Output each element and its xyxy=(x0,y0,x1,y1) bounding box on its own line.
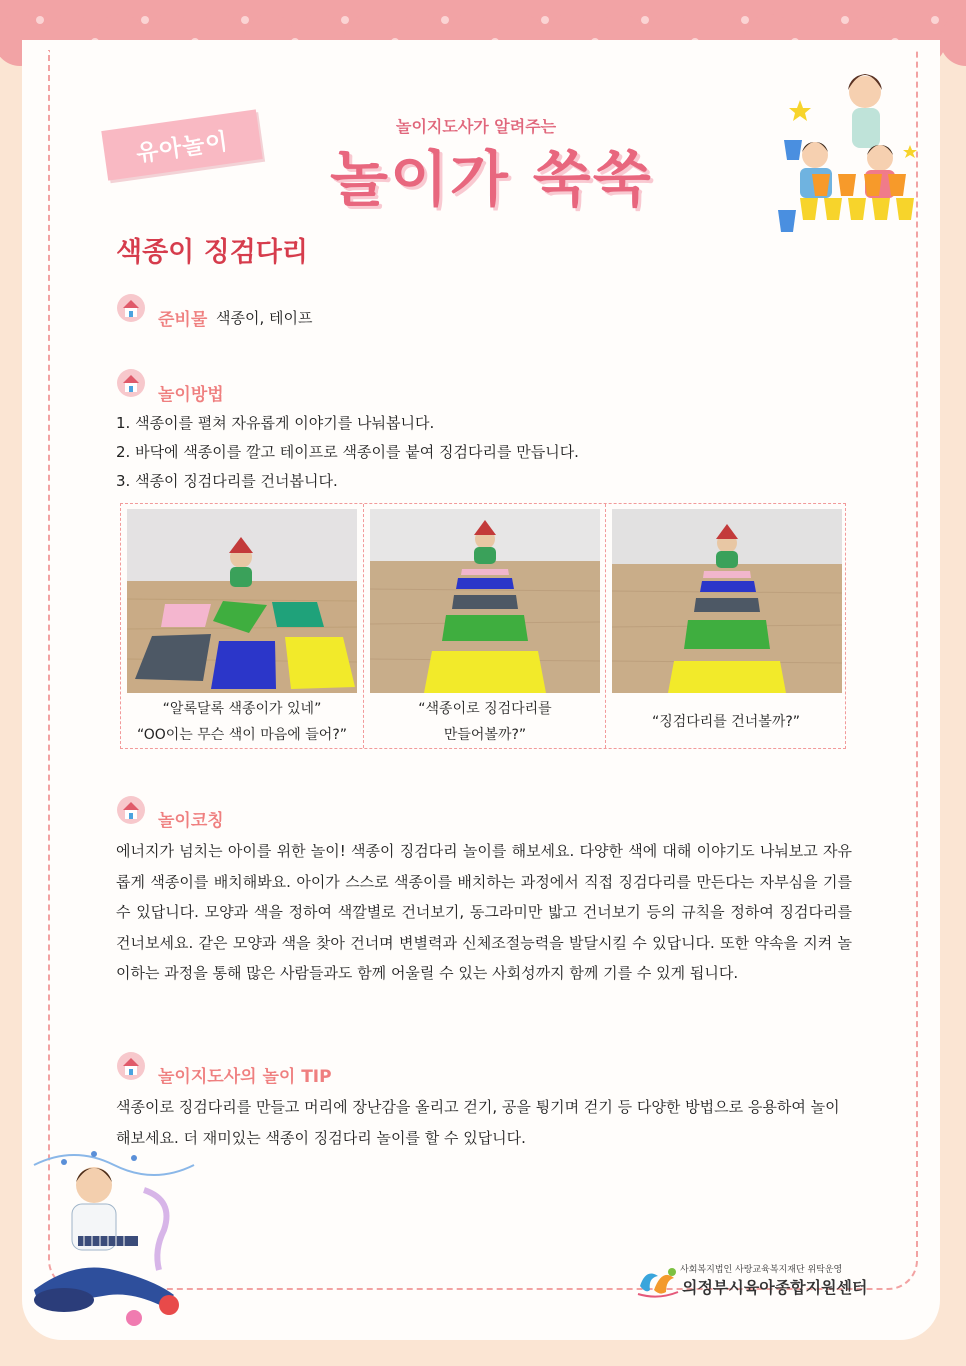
photo-caption-line: 만들어볼까?” xyxy=(443,727,527,743)
tip-text: 색종이로 징검다리를 만들고 머리에 장난감을 올리고 걷기, 공을 튕기며 걷기 등 다양한 방법으로 응용하여 놀이해보세요. 더 재미있는 색종이 징검다리 놀이를 할 수 있답니다. xyxy=(116,1098,840,1147)
photo-cell xyxy=(363,504,606,748)
photo-grid xyxy=(120,503,846,749)
photo-caption xyxy=(364,696,606,748)
method-step: 2. 바닥에 색종이를 깔고 테이프로 색종이를 붙여 징검다리를 만듭니다. xyxy=(116,443,579,461)
photo-caption-line: “징검다리를 건너볼까?” xyxy=(651,714,801,730)
tip-label: 놀이지도사의 놀이 TIP xyxy=(158,1067,332,1087)
header-title: 놀이가 쑥쑥 xyxy=(330,145,653,215)
house-icon xyxy=(116,368,146,398)
coaching-label: 놀이코칭 xyxy=(158,811,224,831)
method-step: 1. 색종이를 펼쳐 자유롭게 이야기를 나눠봅니다. xyxy=(116,414,435,432)
kids-cups-illustration xyxy=(770,70,930,240)
center-logo-icon xyxy=(636,1264,680,1298)
house-icon xyxy=(116,795,146,825)
photo-crossing-bridge xyxy=(612,509,842,693)
photo-caption-line: “알록달록 색종이가 있네” xyxy=(162,701,322,717)
org-name: 의정부시육아종합지원센터 xyxy=(682,1278,868,1297)
photo-stepping-stones xyxy=(370,509,600,693)
photo-caption xyxy=(121,696,363,748)
coaching-text: 에너지가 넘치는 아이를 위한 놀이! 색종이 징검다리 놀이를 해보세요. 다양한 색에 대해 이야기도 나눠보고 자유롭게 색종이를 배치해봐요. 아이가 스스로 색종이를 배치하는 과정에서 직접 징검다리를 만든다는 자부심을 기를 수 있답니다. 모양과 색을 정하여 색깔별로 건너보기, 동그라미만 밟고 건너보기 등의 규칙을 정하여 징검다리를 건너보세요. 같은 모양과 색을 찾아 건너며 변별력과 신체조절능력을 발달시킬 수 있답니다. 또한 약속을 지켜 놀이하는 과정을 통해 많은 사람들과도 함께 어울릴 수 있는 사회성까지 함께 기를 수 있게 됩니다. xyxy=(116,842,852,982)
method-label: 놀이방법 xyxy=(158,385,224,405)
materials-value: 색종이, 테이프 xyxy=(216,309,313,327)
materials-label: 준비물 xyxy=(158,310,208,330)
method-step: 3. 색종이 징검다리를 건너봅니다. xyxy=(116,472,338,490)
photo-cell xyxy=(605,504,846,748)
photo-cell xyxy=(121,504,363,748)
photo-caption-line: “OO이는 무슨 색이 마음에 들어?” xyxy=(136,727,348,743)
photo-caption xyxy=(606,709,846,735)
house-icon xyxy=(116,1051,146,1081)
photo-caption-line: “색종이로 징검다리를 xyxy=(418,701,552,717)
category-tag: 유아놀이 xyxy=(101,109,262,180)
boy-melodica-illustration xyxy=(24,1140,204,1340)
header-subtitle: 놀이지도사가 알려주는 xyxy=(396,117,557,136)
document-title: 색종이 징검다리 xyxy=(116,237,308,268)
house-icon xyxy=(116,293,146,323)
photo-scattered-papers xyxy=(127,509,357,693)
org-subtitle: 사회복지법인 사랑교육복지재단 위탁운영 xyxy=(680,1265,843,1275)
